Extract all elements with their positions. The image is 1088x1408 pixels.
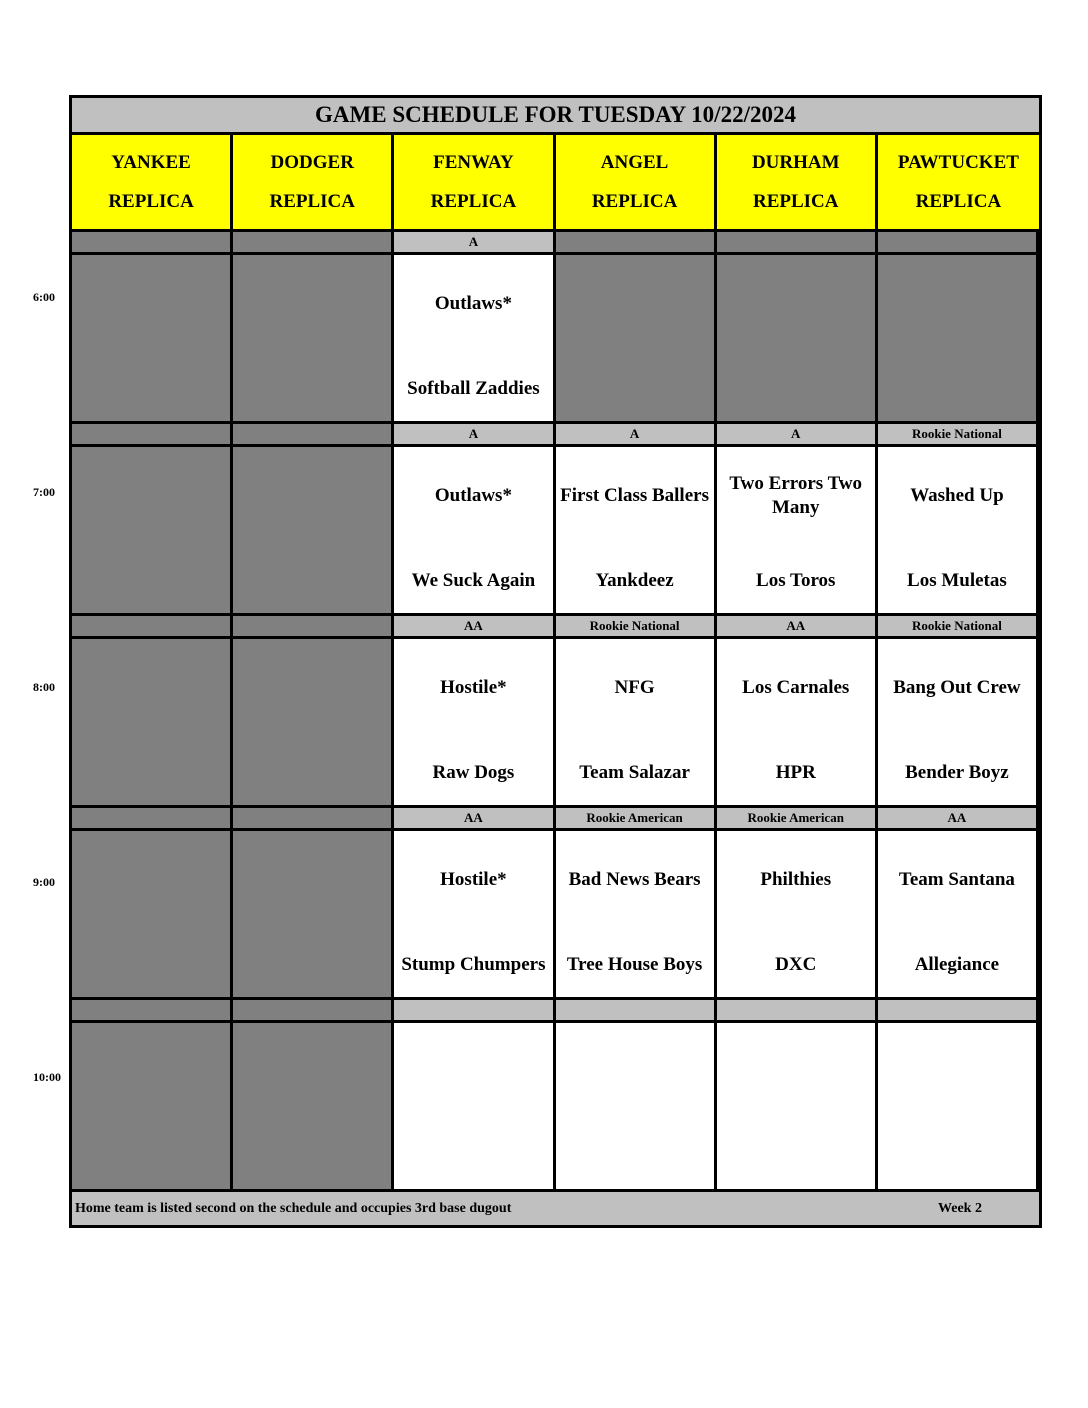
empty-cell <box>233 447 394 616</box>
empty-cell <box>233 831 394 1000</box>
division-label: AA <box>394 808 555 831</box>
division-label <box>72 1000 233 1023</box>
away-team: Hostile* <box>440 677 507 698</box>
division-label <box>233 1000 394 1023</box>
home-team: Los Muletas <box>907 570 1007 591</box>
division-label: A <box>394 232 555 255</box>
away-team: Bad News Bears <box>568 869 701 890</box>
home-team: Los Toros <box>756 570 836 591</box>
empty-cell <box>233 255 394 424</box>
away-team: Two Errors Two Many <box>729 473 863 518</box>
division-label <box>72 616 233 639</box>
division-label <box>233 616 394 639</box>
division-label <box>394 1000 555 1023</box>
home-team <box>878 1133 1036 1181</box>
game-cell <box>394 831 555 1000</box>
field-header-fenway <box>394 135 555 232</box>
game-row <box>72 639 1039 808</box>
division-label: Rookie National <box>878 424 1039 447</box>
home-team <box>394 1133 552 1181</box>
division-label <box>717 232 878 255</box>
away-team <box>394 1048 552 1096</box>
division-label <box>233 808 394 831</box>
home-team <box>717 1133 875 1181</box>
field-name: FENWAY <box>433 151 514 173</box>
division-row <box>72 616 1039 639</box>
field-name: DURHAM <box>751 151 840 173</box>
home-team-note: Home team is listed second on the schedule and occupies 3rd base dugout <box>75 1200 512 1216</box>
field-name: DODGER <box>270 151 354 173</box>
division-label: Rookie National <box>878 616 1039 639</box>
field-sub: REPLICA <box>752 190 839 212</box>
empty-cell <box>233 1023 394 1192</box>
empty-cell <box>556 255 717 424</box>
game-cell <box>717 639 878 808</box>
game-cell <box>878 1023 1039 1192</box>
game-cell <box>556 639 717 808</box>
division-row <box>72 1000 1039 1023</box>
empty-cell <box>717 255 878 424</box>
schedule-footer <box>72 1192 1039 1225</box>
home-team: Tree House Boys <box>566 954 703 975</box>
division-label <box>72 808 233 831</box>
game-cell <box>556 447 717 616</box>
division-label: A <box>717 424 878 447</box>
division-label: AA <box>717 616 878 639</box>
game-cell <box>717 831 878 1000</box>
home-team: Stump Chumpers <box>401 954 546 975</box>
field-header-pawtucket <box>878 135 1039 232</box>
division-label: A <box>556 424 717 447</box>
home-team: Team Salazar <box>579 762 690 783</box>
field-header-row <box>72 135 1039 232</box>
division-label <box>556 1000 717 1023</box>
field-header-dodger <box>233 135 394 232</box>
home-team: Yankdeez <box>595 570 674 591</box>
division-label <box>878 1000 1039 1023</box>
game-cell <box>717 1023 878 1192</box>
division-label <box>233 424 394 447</box>
game-cell <box>394 255 555 424</box>
game-row <box>72 1023 1039 1192</box>
division-label <box>72 232 233 255</box>
division-row <box>72 232 1039 255</box>
division-label: Rookie American <box>556 808 717 831</box>
schedule-table <box>69 95 1042 1228</box>
empty-cell <box>233 639 394 808</box>
field-sub: REPLICA <box>430 190 517 212</box>
game-cell <box>556 831 717 1000</box>
time-label: 8:00 <box>33 680 55 694</box>
away-team: Philthies <box>760 869 832 890</box>
home-team: DXC <box>775 954 817 975</box>
field-name: YANKEE <box>111 151 191 173</box>
away-team: Outlaws* <box>434 485 512 506</box>
division-label: Rookie American <box>717 808 878 831</box>
away-team: First Class Ballers <box>560 485 709 506</box>
home-team: Bender Boyz <box>905 762 1009 783</box>
home-team: Softball Zaddies <box>407 378 540 399</box>
field-sub: REPLICA <box>591 190 678 212</box>
home-team: HPR <box>775 762 816 783</box>
away-team: NFG <box>614 677 655 698</box>
time-label: 10:00 <box>33 1070 61 1084</box>
game-cell <box>394 447 555 616</box>
empty-cell <box>72 639 233 808</box>
time-label: 6:00 <box>33 290 55 304</box>
away-team <box>878 1048 1036 1096</box>
division-label <box>717 1000 878 1023</box>
time-slots <box>72 232 1039 1192</box>
division-label <box>233 232 394 255</box>
game-row <box>72 447 1039 616</box>
game-cell <box>394 639 555 808</box>
field-sub: REPLICA <box>269 190 355 212</box>
away-team: Washed Up <box>910 485 1004 506</box>
field-name: ANGEL <box>600 151 669 173</box>
away-team: Outlaws* <box>434 293 512 314</box>
division-label: Rookie National <box>556 616 717 639</box>
home-team <box>556 1133 714 1181</box>
game-cell <box>717 447 878 616</box>
empty-cell <box>878 255 1039 424</box>
home-team: We Suck Again <box>411 570 536 591</box>
home-team: Raw Dogs <box>432 762 515 783</box>
game-row <box>72 831 1039 1000</box>
division-label <box>72 424 233 447</box>
game-row <box>72 255 1039 424</box>
division-row <box>72 808 1039 831</box>
week-label: Week 2 <box>938 1200 982 1216</box>
time-label: 9:00 <box>33 875 55 889</box>
empty-cell <box>72 1023 233 1192</box>
field-sub: REPLICA <box>108 190 194 212</box>
game-cell <box>878 831 1039 1000</box>
field-header-yankee <box>72 135 233 232</box>
away-team <box>556 1048 714 1096</box>
schedule-title: GAME SCHEDULE FOR TUESDAY 10/22/2024 <box>72 98 1039 135</box>
division-label <box>878 232 1039 255</box>
field-header-durham <box>717 135 878 232</box>
away-team <box>717 1048 875 1096</box>
division-label <box>556 232 717 255</box>
away-team: Los Carnales <box>742 677 850 698</box>
division-label: AA <box>394 616 555 639</box>
game-cell <box>878 639 1039 808</box>
empty-cell <box>72 447 233 616</box>
game-cell <box>556 1023 717 1192</box>
empty-cell <box>72 255 233 424</box>
home-team: Allegiance <box>914 954 1000 975</box>
field-sub: REPLICA <box>915 190 1002 212</box>
empty-cell <box>72 831 233 1000</box>
division-label: AA <box>878 808 1039 831</box>
game-cell <box>878 447 1039 616</box>
game-cell <box>394 1023 555 1192</box>
time-label: 7:00 <box>33 485 55 499</box>
division-label: A <box>394 424 555 447</box>
field-name: PAWTUCKET <box>897 151 1019 173</box>
field-header-angel <box>556 135 717 232</box>
away-team: Hostile* <box>440 869 507 890</box>
away-team: Team Santana <box>898 869 1015 890</box>
away-team: Bang Out Crew <box>893 677 1021 698</box>
division-row <box>72 424 1039 447</box>
